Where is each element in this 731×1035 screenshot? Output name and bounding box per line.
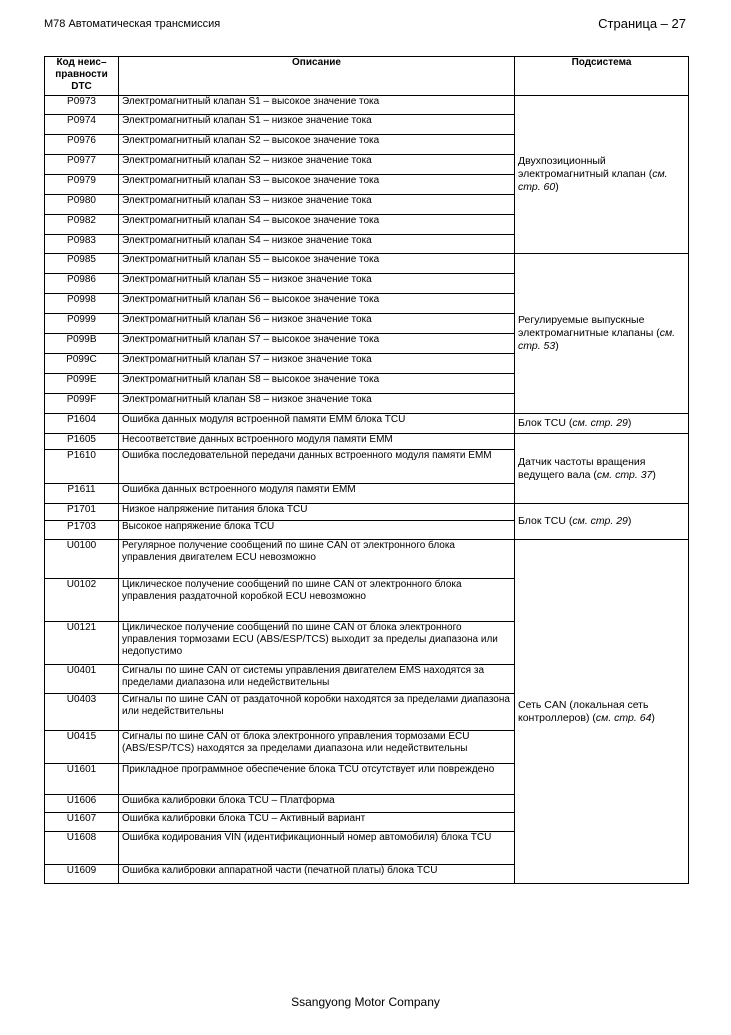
page-reference: см. стр. 53: [518, 327, 676, 352]
dtc-description: Сигналы по шине CAN от блока электронного управления тормозами ECU (ABS/ESP/TCS) находятся за пределами диапазона или недействительны: [119, 731, 515, 764]
dtc-description: Электромагнитный клапан S2 – высокое значение тока: [119, 135, 515, 155]
dtc-description: Циклическое получение сообщений по шине CAN от блока электронного управления тормозами ECU (ABS/ESP/TCS) выходит за пределы диапазона или недопустимо: [119, 622, 515, 665]
dtc-code: U0415: [45, 731, 119, 764]
dtc-code: P0982: [45, 215, 119, 235]
dtc-description: Электромагнитный клапан S6 – низкое значение тока: [119, 314, 515, 334]
dtc-description: Электромагнитный клапан S8 – высокое значение тока: [119, 374, 515, 394]
dtc-code: U0403: [45, 694, 119, 731]
dtc-code: P0998: [45, 294, 119, 314]
table-row: [45, 434, 689, 450]
dtc-description: Электромагнитный клапан S7 – низкое значение тока: [119, 354, 515, 374]
subsystem-name: Датчик частоты вращения ведущего вала: [518, 455, 646, 481]
dtc-code: P1703: [45, 521, 119, 540]
dtc-code: U1609: [45, 865, 119, 884]
subsystem-cell: Датчик частоты вращения ведущего вала (см. стр. 37): [515, 434, 689, 504]
dtc-description: Электромагнитный клапан S4 – высокое значение тока: [119, 215, 515, 235]
dtc-code: P0980: [45, 195, 119, 215]
table-row: [45, 540, 689, 579]
table-row: [45, 414, 689, 434]
dtc-description: Электромагнитный клапан S3 – низкое значение тока: [119, 195, 515, 215]
dtc-description: Прикладное программное обеспечение блока TCU отсутствует или повреждено: [119, 764, 515, 795]
dtc-description: Ошибка данных модуля встроенной памяти EMM блока TCU: [119, 414, 515, 434]
dtc-code: P0985: [45, 254, 119, 274]
dtc-code: U0401: [45, 665, 119, 694]
dtc-code: P0999: [45, 314, 119, 334]
dtc-code: P1701: [45, 504, 119, 521]
dtc-code: P0983: [45, 235, 119, 254]
dtc-code: P0976: [45, 135, 119, 155]
dtc-code: U1601: [45, 764, 119, 795]
dtc-code: P0979: [45, 175, 119, 195]
subsystem-name: Блок TCU: [518, 417, 566, 429]
dtc-description: Низкое напряжение питания блока TCU: [119, 504, 515, 521]
dtc-description: Ошибка калибровки аппаратной части (печатной платы) блока TCU: [119, 865, 515, 884]
dtc-code: P099C: [45, 354, 119, 374]
dtc-code: U0102: [45, 579, 119, 622]
dtc-description: Сигналы по шине CAN от раздаточной коробки находятся за пределами диапазона или недействительны: [119, 694, 515, 731]
dtc-code: P099E: [45, 374, 119, 394]
subsystem-cell: Сеть CAN (локальная сеть контроллеров) (см. стр. 64): [515, 540, 689, 884]
dtc-code: U0121: [45, 622, 119, 665]
dtc-description: Электромагнитный клапан S5 – высокое значение тока: [119, 254, 515, 274]
table-body: [45, 96, 689, 884]
table-row: [45, 254, 689, 274]
dtc-code: P1610: [45, 450, 119, 484]
page-reference: см. стр. 29: [572, 417, 628, 429]
table-row: [45, 504, 689, 521]
page-reference: см. стр. 60: [518, 168, 668, 193]
dtc-table: [44, 56, 689, 884]
subsystem-cell: Регулируемые выпускные электромагнитные клапаны (см. стр. 53): [515, 254, 689, 414]
page-number: Страница – 27: [598, 16, 686, 31]
subsystem-cell: Блок TCU (см. стр. 29): [515, 504, 689, 540]
dtc-description: Электромагнитный клапан S1 – низкое значение тока: [119, 115, 515, 135]
dtc-code: P1604: [45, 414, 119, 434]
table-header-row: [45, 57, 689, 96]
dtc-code: P0977: [45, 155, 119, 175]
dtc-code: P0973: [45, 96, 119, 115]
subsystem-name: Двухпозиционный электромагнитный клапан: [518, 155, 646, 180]
dtc-code: P1605: [45, 434, 119, 450]
dtc-description: Электромагнитный клапан S8 – низкое значение тока: [119, 394, 515, 414]
document-title: M78 Автоматическая трансмиссия: [44, 18, 221, 30]
dtc-description: Ошибка данных встроенного модуля памяти EMM: [119, 484, 515, 504]
dtc-code: P099B: [45, 334, 119, 354]
dtc-description: Электромагнитный клапан S3 – высокое значение тока: [119, 175, 515, 195]
dtc-description: Сигналы по шине CAN от системы управления двигателем EMS находятся за пределами диапазона или недействительны: [119, 665, 515, 694]
subsystem-name: Регулируемые выпускные электромагнитные клапаны: [518, 314, 654, 339]
table-row: [45, 96, 689, 115]
dtc-description: Электромагнитный клапан S2 – низкое значение тока: [119, 155, 515, 175]
dtc-description: Несоответствие данных встроенного модуля памяти EMM: [119, 434, 515, 450]
dtc-description: Электромагнитный клапан S4 – низкое значение тока: [119, 235, 515, 254]
dtc-code: P099F: [45, 394, 119, 414]
page-reference: см. стр. 37: [596, 468, 653, 481]
dtc-description: Электромагнитный клапан S6 – высокое значение тока: [119, 294, 515, 314]
dtc-description: Ошибка последовательной передачи данных встроенного модуля памяти EMM: [119, 450, 515, 484]
column-header-description: Описание: [119, 57, 515, 96]
dtc-description: Ошибка калибровки блока TCU – Активный вариант: [119, 813, 515, 832]
dtc-code: P0974: [45, 115, 119, 135]
subsystem-name: Блок TCU: [518, 515, 566, 527]
dtc-description: Циклическое получение сообщений по шине CAN от электронного блока управления раздаточной коробкой ECU невозможно: [119, 579, 515, 622]
dtc-code: P0986: [45, 274, 119, 294]
subsystem-cell: Блок TCU (см. стр. 29): [515, 414, 689, 434]
dtc-description: Ошибка кодирования VIN (идентификационный номер автомобиля) блока TCU: [119, 832, 515, 865]
dtc-code: U1607: [45, 813, 119, 832]
dtc-description: Регулярное получение сообщений по шине CAN от электронного блока управления двигателем ECU невозможно: [119, 540, 515, 579]
dtc-description: Ошибка калибровки блока TCU – Платформа: [119, 795, 515, 813]
dtc-description: Электромагнитный клапан S1 – высокое значение тока: [119, 96, 515, 115]
dtc-description: Электромагнитный клапан S7 – высокое значение тока: [119, 334, 515, 354]
subsystem-name: Сеть CAN (локальная сеть контроллеров): [518, 698, 649, 724]
subsystem-cell: Двухпозиционный электромагнитный клапан (см. стр. 60): [515, 96, 689, 254]
dtc-code: U1606: [45, 795, 119, 813]
dtc-description: Электромагнитный клапан S5 – низкое значение тока: [119, 274, 515, 294]
dtc-code: P1611: [45, 484, 119, 504]
dtc-code: U1608: [45, 832, 119, 865]
column-header-code: Код неис–правности DTC: [45, 57, 119, 96]
page-reference: см. стр. 29: [572, 515, 628, 527]
page-reference: см. стр. 64: [595, 711, 652, 724]
dtc-code: U0100: [45, 540, 119, 579]
page-footer: Ssangyong Motor Company: [291, 995, 440, 1009]
dtc-description: Высокое напряжение блока TCU: [119, 521, 515, 540]
column-header-subsystem: Подсистема: [515, 57, 689, 96]
